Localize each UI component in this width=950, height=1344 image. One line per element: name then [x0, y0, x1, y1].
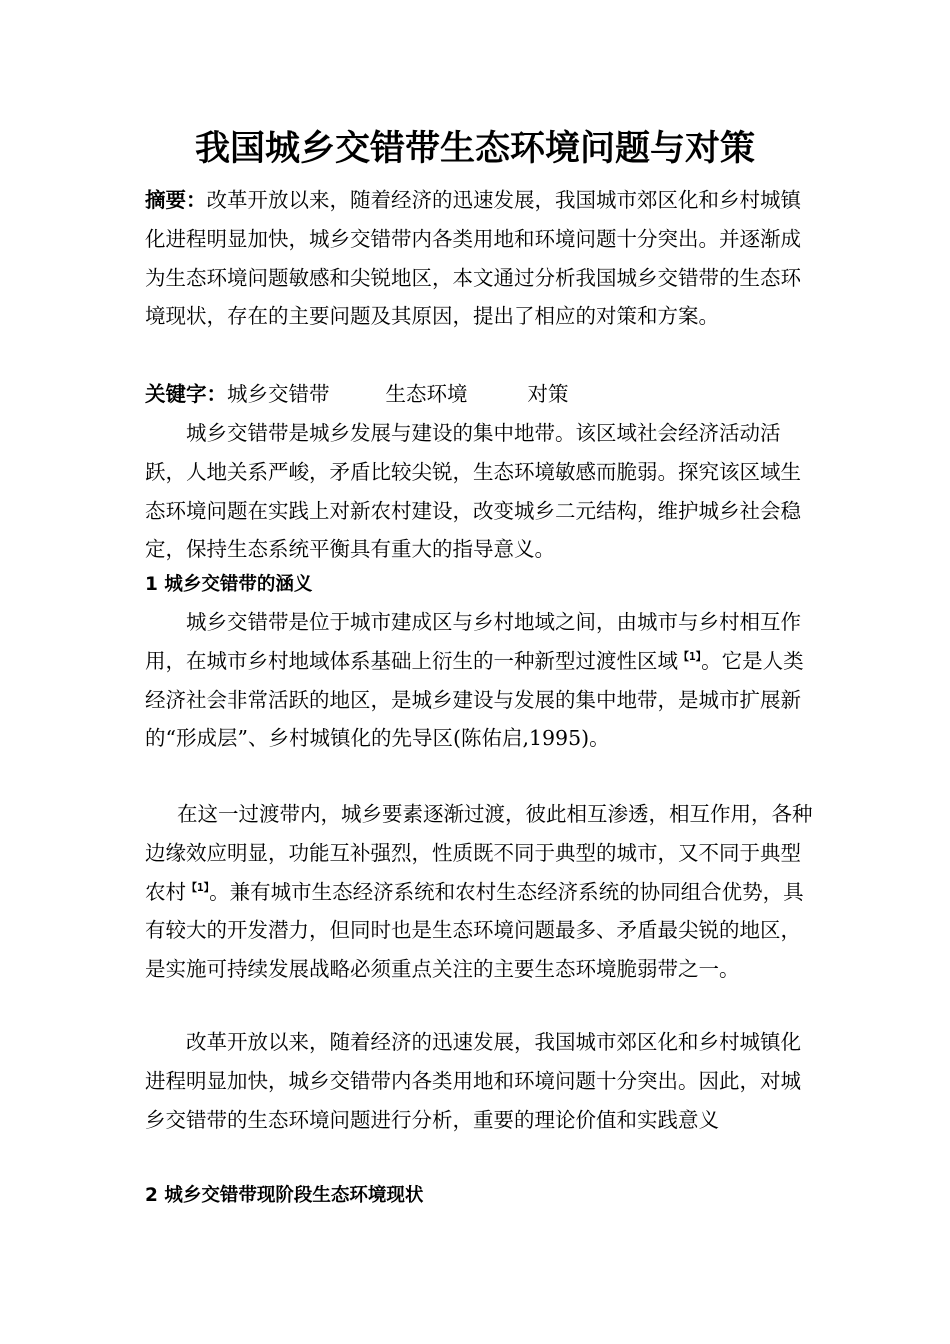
paragraph-text: 。兼有城市生态经济系统和农村生态经济系统的协同组合优势，具有较大的开发潜力，但同时也是生态环境问题最多、矛盾最尖锐的地区，是实施可持续发展战略必须重点关注的主要生态环境脆弱带之一。 [145, 879, 804, 982]
abstract-label: 摘要： [145, 188, 207, 212]
paragraph-text: 在这一过渡带内，城乡要素逐渐过渡，彼此相互渗透，相互作用，各种边缘效应明显，功能互补强烈，性质既不同于典型的城市，又不同于典型农村 [145, 802, 813, 904]
keywords-line [145, 375, 821, 414]
keyword-item: 对策 [527, 382, 569, 406]
citation-marker: 【1】 [186, 880, 210, 894]
section-2-heading: 2 城乡交错带现阶段生态环境现状 [145, 1185, 424, 1206]
keyword-item: 城乡交错带 [227, 382, 330, 406]
intro-paragraph: 城乡交错带是城乡发展与建设的集中地带。该区域社会经济活动活跃，人地关系严峻，矛盾比较尖锐，生态环境敏感而脆弱。探究该区域生态环境问题在实践上对新农村建设，改变城乡二元结构，维护城乡社会稳定，保持生态系统平衡具有重大的指导意义。 [145, 421, 801, 562]
section-1-heading: 1 城乡交错带的涵义 [145, 574, 313, 595]
abstract-paragraph [145, 181, 821, 336]
section-1-paragraph-2 [145, 795, 821, 989]
document-title: 我国城乡交错带生态环境问题与对策 [194, 129, 755, 169]
section-1-paragraph-3: 改革开放以来，随着经济的迅速发展，我国城市郊区化和乡村城镇化进程明显加快，城乡交错带内各类用地和环境问题十分突出。因此，对城乡交错带的生态环境问题进行分析，重要的理论价值和实践意义 [145, 1030, 801, 1132]
citation-marker: 【1】 [678, 649, 702, 663]
section-1-paragraph-1 [145, 603, 821, 758]
abstract-text: 改革开放以来，随着经济的迅速发展，我国城市郊区化和乡村城镇化进程明显加快，城乡交错带内各类用地和环境问题十分突出。并逐渐成为生态环境问题敏感和尖锐地区，本文通过分析我国城乡交错带的生态环境现状，存在的主要问题及其原因，提出了相应的对策和方案。 [145, 188, 801, 329]
paragraph-text: 城乡交错带是位于城市建成区与乡村地域之间，由城市与乡村相互作用，在城市乡村地域体系基础上衍生的一种新型过渡性区域 [145, 610, 801, 673]
keywords-label: 关键字： [145, 382, 227, 406]
paragraph-text: 。它是人类经济社会非常活跃的地区，是城乡建设与发展的集中地带，是城市扩展新的“形成层”、乡村城镇化的先导区(陈佑启,1995)。 [145, 648, 804, 751]
keyword-item: 生态环境 [385, 382, 468, 406]
